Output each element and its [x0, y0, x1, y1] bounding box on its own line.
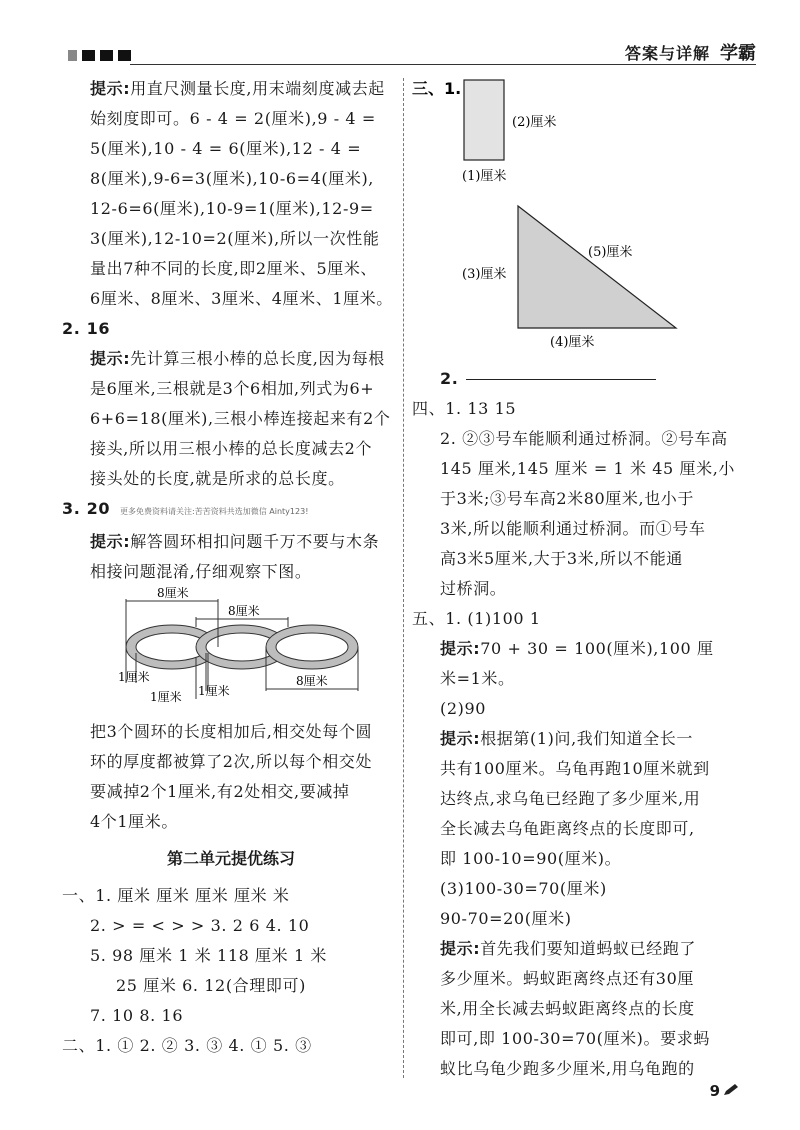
s2-answer-line: 二、1. ① 2. ② 3. ③ 4. ① 5. ③	[62, 1036, 312, 1055]
hint3-line: 提示:解答圆环相扣问题千万不要与木条	[90, 532, 380, 551]
rect-side-label: (2)厘米	[512, 115, 557, 130]
s1-answer-line: 2. > = < > > 3. 2 6 4. 10	[90, 916, 310, 935]
answer-blank-line	[466, 379, 656, 380]
hint2-line: 是6厘米,三根就是3个6相加,列式为6+	[90, 379, 375, 398]
header-title: 答案与详解	[624, 44, 710, 63]
ring-diagram	[62, 587, 400, 717]
section-title: 第二单元提优练习	[166, 849, 295, 868]
hint5c-line: 米,用全长减去蚂蚁距离终点的长度	[440, 999, 695, 1018]
explanation-line: 把3个圆环的长度相加后,相交处每个圆	[90, 722, 373, 741]
hint5c-line: 多少厘米。蚂蚁距离终点还有30厘	[440, 969, 694, 988]
s4-line: 3米,所以能顺利通过桥洞。而①号车	[440, 519, 706, 538]
diagram-label-1cm-left: 1厘米	[118, 670, 150, 684]
hint1-line: 12-6=6(厘米),10-9=1(厘米),12-9=	[90, 199, 374, 218]
header-brand: 学霸	[720, 43, 756, 64]
hint5b-line: 提示:根据第(1)问,我们知道全长一	[440, 729, 693, 748]
s5-q3-line: 90-70=20(厘米)	[440, 909, 572, 928]
s5-q2: (2)90	[440, 699, 487, 718]
hint5b-line: 全长减去乌龟距离终点的长度即可,	[440, 819, 695, 838]
q3-answer: 3. 20 更多免费资料请关注:苦苦资料共选加微信 Ainty123!	[62, 499, 309, 518]
left-column	[62, 74, 400, 1061]
hint5a-line: 提示:70 + 30 = 100(厘米),100 厘	[440, 639, 714, 658]
page-number: 9	[709, 1082, 720, 1100]
s4-line: 高3米5厘米,大于3米,所以不能通	[440, 549, 683, 568]
hint2-line: 接头处的长度,就是所求的总长度。	[90, 469, 345, 488]
hint5c-line: 即可,即 100-30=70(厘米)。要求蚂	[440, 1029, 710, 1048]
triangle-hyp-label: (5)厘米	[588, 245, 633, 260]
s1-answer-line: 一、1. 厘米 厘米 厘米 厘米 米	[62, 886, 290, 905]
hint2-line: 接头,所以用三根小棒的总长度减去2个	[90, 439, 373, 458]
rectangle-shape	[464, 80, 504, 160]
diagram-label-1cm-mid-b: 1厘米	[198, 684, 230, 698]
s4-line: 145 厘米,145 厘米 = 1 米 45 厘米,小	[440, 459, 735, 478]
hint3-line: 相接问题混淆,仔细观察下图。	[90, 562, 312, 581]
shapes-figure	[412, 74, 748, 364]
hint5c-line: 蚁比乌龟少跑多少厘米,用乌龟跑的	[440, 1059, 695, 1078]
triangle-bottom-label: (4)厘米	[550, 335, 595, 350]
hint5b-line: 达终点,求乌龟已经跑了多少厘米,用	[440, 789, 701, 808]
explanation-line: 环的厚度都被算了2次,所以每个相交处	[90, 752, 373, 771]
s1-answer-line: 25 厘米 6. 12(合理即可)	[116, 976, 306, 995]
diagram-label-1cm-mid-a: 1厘米	[150, 690, 182, 704]
hint1-line: 始刻度即可。6 - 4 = 2(厘米),9 - 4 =	[90, 109, 376, 128]
hint1-line: 提示:用直尺测量长度,用末端刻度减去起	[90, 79, 385, 98]
s3-label: 三、1.	[412, 79, 462, 98]
s1-answer-line: 5. 98 厘米 1 米 118 厘米 1 米	[90, 946, 328, 965]
promo-note: 更多免费资料请关注:苦苦资料共选加微信 Ainty123!	[120, 507, 309, 516]
diagram-label-top-1: 8厘米	[157, 587, 189, 600]
diagram-label-bottom-right: 8厘米	[296, 674, 328, 688]
pencil-icon	[722, 1083, 740, 1097]
s4-line: 于3米;③号车高2米80厘米,也小于	[440, 489, 694, 508]
s4-line: 四、1. 13 15	[412, 399, 517, 418]
hint5a-line: 米=1米。	[440, 669, 515, 688]
hint1-line: 量出7种不同的长度,即2厘米、5厘米、	[90, 259, 378, 278]
q2-answer: 2. 16	[62, 319, 111, 338]
explanation-line: 要减掉2个1厘米,有2处相交,要减掉	[90, 782, 350, 801]
s5-q1: 五、1. (1)100 1	[412, 609, 541, 628]
s4-line: 2. ②③号车能顺利通过桥洞。②号车高	[440, 429, 728, 448]
right-column	[412, 74, 748, 1084]
hint2-line: 提示:先计算三根小棒的总长度,因为每根	[90, 349, 385, 368]
header-decoration	[68, 50, 131, 61]
explanation-line: 4个1厘米。	[90, 812, 178, 831]
hint5c-line: 提示:首先我们要知道蚂蚁已经跑了	[440, 939, 697, 958]
page-header	[30, 38, 770, 66]
hint5b-line: 即 100-10=90(厘米)。	[440, 849, 622, 868]
s5-q3-line: (3)100-30=70(厘米)	[440, 879, 607, 898]
rect-bottom-label: (1)厘米	[462, 169, 507, 184]
hint1-line: 6厘米、8厘米、3厘米、4厘米、1厘米。	[90, 289, 393, 308]
column-divider	[403, 78, 404, 1078]
hint2-line: 6+6=18(厘米),三根小棒连接起来有2个	[90, 409, 391, 428]
s1-answer-line: 7. 10 8. 16	[90, 1006, 184, 1025]
triangle-left-label: (3)厘米	[462, 267, 507, 282]
s3-q2: 2.	[412, 364, 748, 394]
hint1-line: 5(厘米),10 - 4 = 6(厘米),12 - 4 =	[90, 139, 362, 158]
hint1-line: 8(厘米),9-6=3(厘米),10-6=4(厘米),	[90, 169, 374, 188]
hint1-line: 3(厘米),12-10=2(厘米),所以一次性能	[90, 229, 380, 248]
hint5b-line: 共有100厘米。乌龟再跑10厘米就到	[440, 759, 710, 778]
header-rule	[130, 64, 756, 65]
diagram-label-top-2: 8厘米	[228, 604, 260, 618]
triangle-shape	[518, 206, 676, 328]
s4-line: 过桥洞。	[440, 579, 507, 598]
